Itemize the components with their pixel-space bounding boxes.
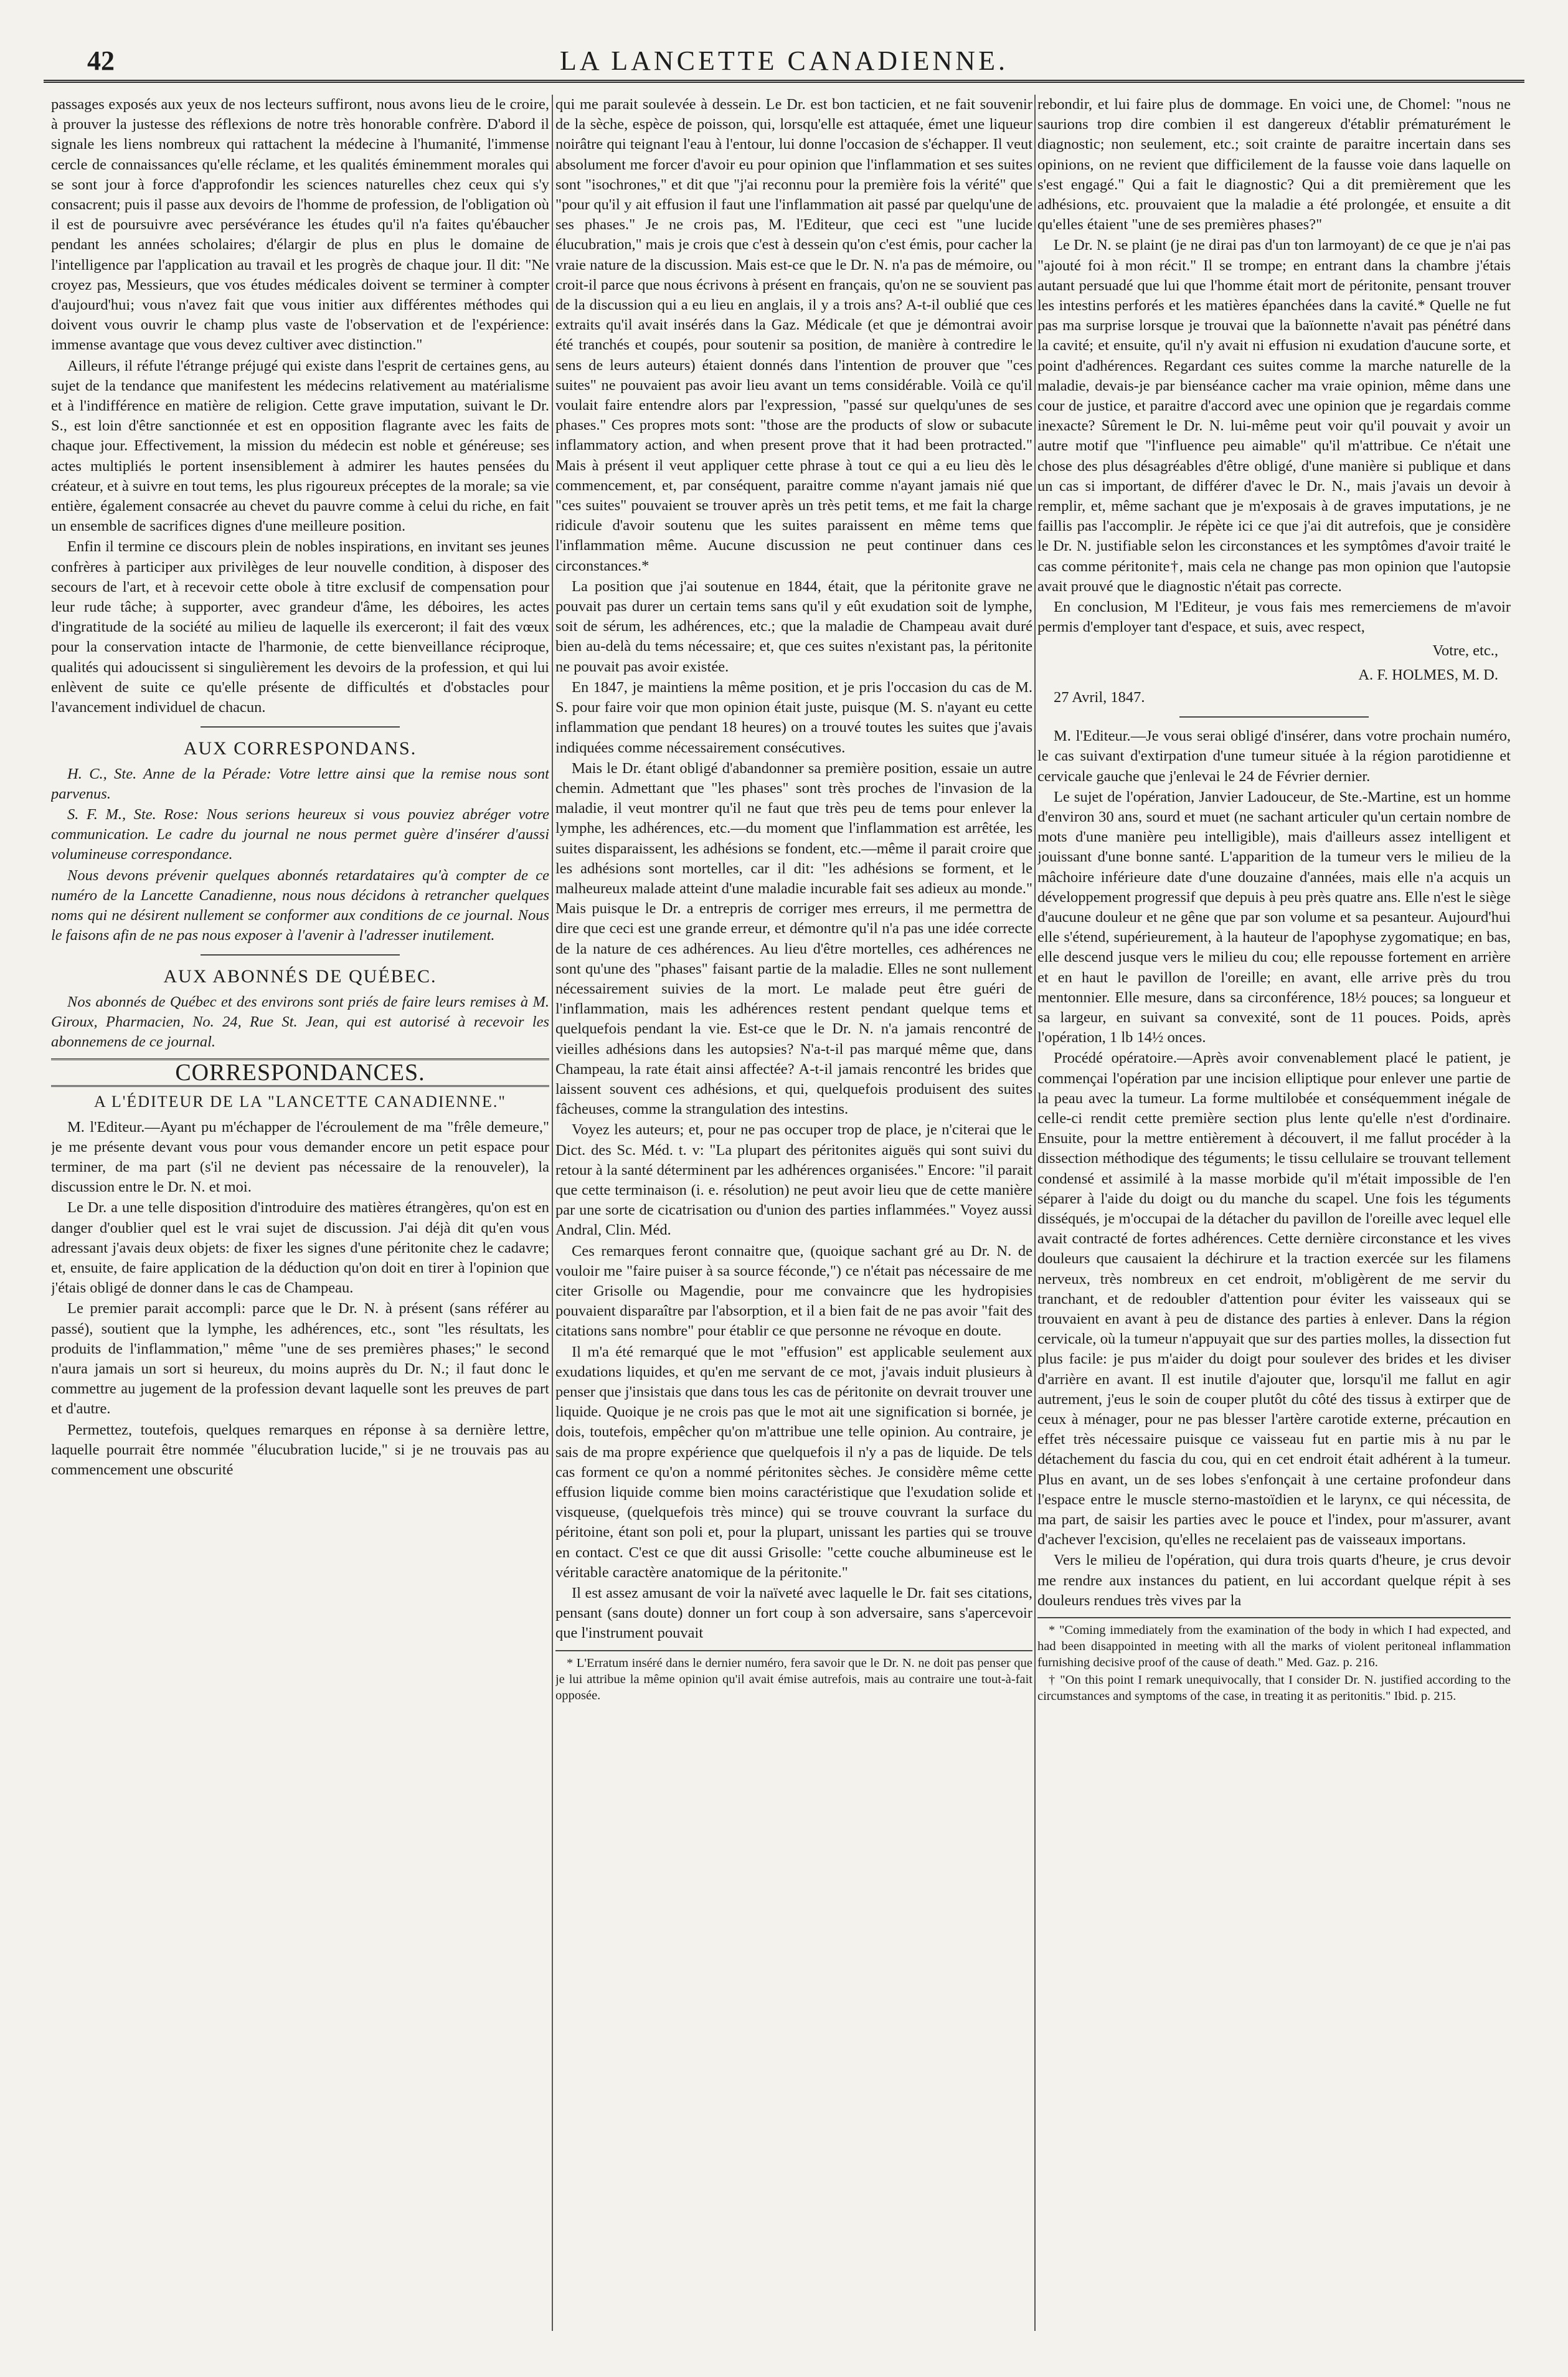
paragraph: Le premier parait accompli: parce que le Dr. N. à présent (sans référer au passé), soutient que la lymphe, les adhérences, etc., sont "les résultats, les produits de l'inflammation," même "une de ses premières phases;" le second n'aura jamais un sort si heureux, du moins auprès du Dr. N.; il faut donc le commettre au jugement de la profession devant laquelle sont les preuves de part et d'autre.	[51, 1300, 549, 1418]
page-number: 42	[87, 45, 115, 76]
paragraph: Vers le milieu de l'opération, qui dura trois quarts d'heure, je crus devoir me rendre aux instances du patient, en lui accordant quelque répit à ses douleurs rendues très vives par la	[1037, 1552, 1511, 1609]
paragraph: Mais le Dr. étant obligé d'abandonner sa première position, essaie un autre chemin. Admettant que "les phases" sont très proches de l'invasion de la maladie, il veut montrer qu'il ne faut que très peu de tems pour enlever la lymphe, les adhérences, etc.—du moment que l'inflammation est arrêtée, les suites disparaissent, les adhésions se fondent, etc.—même il parait croire que les adhésions sont mortelles, car il dit: "les adhésions se forment, et le malheureux malade atteint d'une maladie incurable fait ses adieux au monde." Mais puisque le Dr. a entrepris de corriger mes erreurs, il me permettra de dire que ceci est une grande erreur, et démontre qu'il n'a pas une idée correcte de la nature de ces adhérences. Au lieu d'être mortelles, ces adhérences ne sont qu'une des "phases" faisant partie de la maladie. Elles ne sont nullement nécessairement suivies de la mort. Le malade peut être guéri de l'inflammation, mais les adhérences restent pendant quelque tems et quelquefois pendant la vie. Est-ce que le Dr. N. n'a jamais rencontré de vieilles adhésions dans les autopsies? N'a-t-il pas marqué même que, dans Champeau, la rate était ainsi affectée? A-t-il jamais rencontré les brides que laissent souvent ces adhésions, et qui, quelquefois produisent des suites fâcheuses, comme la strangulation des intestins.	[555, 759, 1032, 1118]
paragraph: Il est assez amusant de voir la naïveté avec laquelle le Dr. fait ses citations, pensant (sans doute) donner un fort coup à son adversaire, sans s'apercevoir que l'instrument pouvait	[555, 1585, 1032, 1642]
column-middle	[555, 95, 1032, 2331]
footnotes	[1037, 1617, 1511, 1704]
paragraph: Voyez les auteurs; et, pour ne pas occuper trop de place, je n'citerai que le Dict. des Sc. Méd. t. v: "La plupart des péritonites aiguës qui sont suivi du retour à la santé déterminent par les adhérences organisées." Encore: "il parait que cette terminaison (i. e. résolution) ne peut avoir lieu que de cette manière par une sorte de cicatrisation ou d'union des parties inflammées." Voyez aussi Andral, Clin. Méd.	[555, 1121, 1032, 1239]
footnote-text: * L'Erratum inséré dans le dernier numéro, fera savoir que le Dr. N. ne doit pas penser que je lui attribue la même opinion qu'il avait émise autrefois, mais au contraire une tout-à-fait opposée.	[555, 1656, 1032, 1702]
separator	[1179, 716, 1369, 718]
paragraph: En 1847, je maintiens la même position, et je pris l'occasion du cas de M. S. pour faire voir que mon opinion était juste, puisque (M. S. n'ayant eu cette inflammation que pendant 18 heures) on a trouvé toutes les suites que j'avais indiquées comme nécessairement consécutives.	[555, 678, 1032, 756]
paragraph: Le Dr. N. se plaint (je ne dirai pas d'un ton larmoyant) de ce que je n'ai pas "ajouté foi à mon récit." Il se trompe; en entrant dans la chambre j'étais autant persuadé que lui que l'homme était mort de péritonite, pensant trouver les intestins perforés et les matières épanchées dans la cavité.* Quelle ne fut pas ma surprise lorsque je trouvai que la baïonnette n'avait pas pénétré dans la cavité; et ensuite, qu'il n'y avait ni effusion ni exudation d'aucune sorte, et point d'adhérences. Regardant ces suites comme la marche naturelle de la maladie, devais-je par bienséance cacher ma vraie opinion, même dans une cour de justice, et paraitre d'accord avec une opinion que je regardais comme inexacte? Sûrement le Dr. N. lui-même peut voir qu'il pouvait y avoir un autre motif que "l'influence peu aimable" qu'il m'attribue. Ce n'était une chose des plus désagréables d'être obligé, d'une manière si publique et dans un cas si important, de différer d'avec le Dr. N., mais j'avais un devoir à remplir, et, même sachant que je m'exposais à de graves imputations, je ne faillis pas l'accomplir. Je répète ici ce que j'ai dit autrefois, que je considère le Dr. N. justifiable selon les circonstances et les symptômes d'avoir traité le cas comme péritonite†, mais cela ne change pas mon opinion que l'autopsie avait prouvé que le diagnostic n'était pas correcte.	[1037, 237, 1511, 595]
correspondants-heading: AUX CORRESPONDANS.	[183, 738, 417, 759]
paragraph: En conclusion, M l'Editeur, je vous fais mes remerciemens de m'avoir permis d'employer tant d'espace, et suis, avec respect,	[1037, 599, 1511, 636]
closing: Votre, etc.,	[1432, 642, 1498, 660]
paragraph: passages exposés aux yeux de nos lecteurs suffiront, nous avons lieu de le croire, à prouver la justesse des réflexions de notre très honorable confrère. D'abord il signale les liens nombreux qui rattachent la médecine à l'humanité, l'immense cercle de connaissances qu'elle réclame, et les qualités éminemment morales qui se sont jour à force d'approfondir les sciences naturelles chez ceux qui s'y consacrent; puis il passe aux devoirs de l'homme de profession, de l'obligation où il est de poursuivre avec persévérance les études qu'il n'a faites qu'ébaucher pendant les années scholaires; d'élargir de plus en plus le domaine de l'intelligence par l'application au travail et les progrès de chaque jour. Il dit: "Ne croyez pas, Messieurs, que vos études médicales doivent se terminer à compter d'aujourd'hui; vous n'avez fait que vous initier aux différentes méthodes qui doivent vous ouvrir le champ plus vaste de l'observation et de l'expérience: immense avantage que vous devez cultiver avec distinction."	[51, 96, 549, 354]
signature: A. F. HOLMES, M. D.	[1358, 666, 1498, 683]
column-rule	[1034, 95, 1036, 2331]
paragraph: Ailleurs, il réfute l'étrange préjugé qui existe dans l'esprit de certaines gens, au sujet de la tendance que manifestent les médecins relativement au matérialisme et à l'indifférence en matière de religion. Cette grave imputation, suivant le Dr. S., est loin d'être sanctionnée et est en opposition flagrante avec les faits de chaque jour. Effectivement, la mission du médecin est noble et généreuse; ses actes multipliés le portent insensiblement à admirer les hautes pensées du créateur, et à suivre en tout tems, les plus rigoureux préceptes de la morale; sa vie entière, également consacrée au chevet du pauvre comme à celui du riche, en fait un ensemble de sacrifices dignes d'une meilleure position.	[51, 357, 549, 535]
correspondances-heading: CORRESPONDANCES.	[51, 1058, 549, 1087]
masthead: LA LANCETTE CANADIENNE.	[560, 45, 1008, 76]
paragraph: Le Dr. a une telle disposition d'introduire des matières étrangères, qu'on est en danger d'oublier quel est le vrai sujet de discussion. J'ai déjà dit qu'en vous adressant j'avais deux objets: de fixer les signes d'une péritonite chez le cadavre; et, ensuite, de faire application de la déduction qu'on doit en tirer à l'opinion que j'étais obligé de donner dans le cas de Champeau.	[51, 1199, 549, 1297]
paragraph: La position que j'ai soutenue en 1844, était, que la péritonite grave ne pouvait pas durer un certain tems sans qu'il y eût exudation soit de lymphe, soit de sérum, les adhérences, etc.; que la maladie de Champeau avait duré bien au-delà du tems nécessaire; et, que ces suites n'existant pas, la péritonite ne pouvait pas avoir existée.	[555, 577, 1032, 675]
paragraph: M. l'Editeur.—Je vous serai obligé d'insérer, dans votre prochain numéro, le cas suivant d'extirpation d'une tumeur située à la région parotidienne et cervicale gauche que j'enlevai le 24 de Février dernier.	[1037, 728, 1511, 785]
paragraph: Procédé opératoire.—Après avoir convenablement placé le patient, je commençai l'opération par une incision elliptique pour enlever une partie de la peau avec la tumeur. La forme multilobée et conséquemment inégale de celle-ci rendit cette première section plus lente qu'elle n'est d'ordinaire. Ensuite, pour la mettre entièrement à découvert, il me fallut procéder à la dissection méthodique des téguments; le tissu cellulaire se trouvant tellement condensé et assimilé à la masse morbide qu'il m'était impossible de l'en séparer à l'aide du doigt ou du manche du scapel. Une fois les téguments disséqués, je m'occupai de la détacher du pavillon de l'oreille avec lequel elle avait contracté de fortes adhérences. Cette dernière circonstance et les vives douleurs que causaient la déchirure et la traction exercée sur les filamens nerveux, très nombreux en cet endroit, m'obligèrent de me servir du tranchant, et de redoubler d'attention pour éviter les vaisseaux qui se trouvaient en avant à peu de distance des parties à enlever. Dans la région cervicale, où la tumeur n'appuyait que sur des parties molles, la dissection fut plus facile: je pus m'aider du doigt pour soulever des brides et les diviser d'arrière en avant. Il est inutile d'ajouter que, lorsqu'il me fallut en agir autrement, j'eus le soin de couper plutôt du côté des tissus à extirper que de ceux à ménager, pour ne pas blesser l'artère carotide externe, précaution en effet très nécessaire puisque ce vaisseau fut en partie mis à nu par le détachement du fascia du cou, qui en cet endroit était adhérent à la tumeur. Plus en avant, un de ses lobes s'enfonçait à une certaine profondeur dans l'espace entre le muscle sterno-mastoïdien et le larynx, ce qui nécessita, de ma part, de saisir les parties avec le pouce et l'index, pour m'assurer, avant d'achever l'excision, qu'elles ne recelaient pas de vaisseaux importans.	[1037, 1050, 1511, 1549]
paragraph: M. l'Editeur.—Ayant pu m'échapper de l'écroulement de ma "frêle demeure," je me présente devant vous pour vous demander encore un petit espace pour terminer, de ma part (s'il ne devient pas nécessaire de la renouveler), la discussion entre le Dr. N. et moi.	[51, 1118, 549, 1196]
footnote-text: † "On this point I remark unequivocally, that I consider Dr. N. justified according to the circumstances and symptoms of the case, in treating it as peritonitis." Ibid. p. 215.	[1037, 1673, 1511, 1704]
notice: Nous devons prévenir quelques abonnés retardataires qu'à compter de ce numéro de la Lancette Canadienne, nous nous décidons à retrancher quelques noms qui ne désirent nullement se conformer aux conditions de ce journal. Nous le faisons afin de ne pas nous exposer à l'avenir à l'adresser inutilement.	[51, 866, 549, 944]
paragraph: Le sujet de l'opération, Janvier Ladouceur, de Ste.-Martine, est un homme d'environ 30 ans, sourd et muet (ne sachant articuler qu'un certain nombre de mots d'une manière peu intelligible), mais d'ailleurs assez intelligent et jouissant d'une bonne santé. L'apparition de la tumeur vers le milieu de la mâchoire inférieure date d'une douzaine d'années, mais elle n'a acquis un développement progressif que depuis à peu près quatre ans. Elle n'est le siège d'aucune douleur et ne gêne que par son volume et sa pesanteur. Aujourd'hui elle s'étend, supérieurement, à la hauteur de l'apophyse zygomatique; en bas, elle descend jusque vers le milieu du cou; elle repousse fortement en arrière et en haut le pavillon de l'oreille; en avant, elle arrive près du trou mentonnier. Elle mesure, dans sa circonférence, 18½ pouces; sa longueur et sa largeur, en suivant sa convexité, sont de 11 pouces. Poids, après l'opération, 1 lb 14½ onces.	[1037, 788, 1511, 1046]
notice: Nos abonnés de Québec et des environs sont priés de faire leurs remises à M. Giroux, Pharmacien, No. 24, Rue St. Jean, qui est autorisé à recevoir les abonnemens de ce journal.	[51, 993, 549, 1050]
letter-address: A L'ÉDITEUR DE LA "LANCETTE CANADIENNE."	[94, 1093, 506, 1111]
paragraph: qui me parait soulevée à dessein. Le Dr. est bon tacticien, et ne fait souvenir de la sèche, espèce de poisson, qui, lorsqu'elle est attaquée, émet une liqueur noirâtre qui teignant l'eau à l'entour, lui donne l'occasion de s'échapper. Il veut absolument me forcer d'avoir eu pour opinion que l'inflammation et ses suites sont "isochrones," et dit que "j'ai reconnu pour la première fois la vérité" que "pour qu'il y ait effusion il faut une l'inflammation ait passé par quelqu'une de ses phases." Je ne crois pas, M. l'Editeur, que ceci est "une lucide élucubration," mais je crois que c'est à dessein qu'on c'est émis, pour cacher la vraie nature de la discussion. Mais est-ce que le Dr. N. n'a pas de mémoire, ou croit-il parce que nous écrivons à présent en français, qu'on ne se souvient pas de la discussion qui a eu lieu en anglais, il y a trois ans? A-t-il oublié que ces extraits qu'il avait insérés dans la Gaz. Médicale (et que je démontrai avoir été tranchés et coupés, pour soutenir sa position, de manière à contredire le sens de leurs auteurs) étaient donnés dans l'intention de prouver que "ces suites" ne pouvaient pas avoir lieu avant un tems considérable. Voilà ce qu'il voulait faire entendre alors par l'expression, "passé sur quelqu'unes de ses phases." Ces propres mots sont: "those are the products of slow or subacute inflammatory action, and when present prove that it had been protracted." Mais à présent il veut appliquer cette phrase à tout ce qui a eu lieu dès le commencement, et, par conséquent, paraitre comme n'ayant jamais nié que "ces suites" pouvaient se trouver après un très petit tems, et me fait la charge ridicule d'avoir soutenu que les suites paraissent en même tems que l'inflammation même. Aucune discussion ne peut continuer dans ces circonstances.*	[555, 96, 1032, 574]
notice: H. C., Ste. Anne de la Pérade: Votre lettre ainsi que la remise nous sont parvenus.	[51, 765, 549, 802]
letter-date: 27 Avril, 1847.	[1054, 688, 1145, 706]
page-header	[44, 42, 1524, 83]
separator	[201, 726, 400, 728]
paragraph: Ces remarques feront connaitre que, (quoique sachant gré au Dr. N. de vouloir me "faire puiser à sa source féconde,") ce n'était pas nécessaire de me citer Grisolle ou Magendie, pour me convaincre que les hydropisies pouvaient disparaître par l'absorption, et il a bien fait de ne pas avoir "fait des citations sans nombre" pour établir ce que personne ne révoque en doute.	[555, 1242, 1032, 1340]
paragraph: rebondir, et lui faire plus de dommage. En voici une, de Chomel: "nous ne saurions trop dire combien il est dangereux d'établir prématurément le diagnostic; non seulement, etc.; soit crainte de paraitre incertain dans ses opinions, on ne revient que difficilement de la fausse voie dans laquelle on s'est engagé." Qui a fait le diagnostic? Qui a dit premièrement que les adhésions, etc. prouvaient que la maladie a été prolongée, et ensuite a dit qu'elles étaient "une de ses premières phases?"	[1037, 96, 1511, 234]
paragraph: Permettez, toutefois, quelques remarques en réponse à sa dernière lettre, laquelle pourrait être nommée "élucubration lucide," si je ne trouvais pas au commencement une obscurité	[51, 1421, 549, 1478]
abonnes-heading: AUX ABONNÉS DE QUÉBEC.	[163, 966, 437, 987]
paragraph: Enfin il termine ce discours plein de nobles inspirations, en invitant ses jeunes confrères à participer aux privilèges de leur nouvelle condition, à disposer des secours de l'art, et à recevoir cette obole à titre exclusif de compensation pour leur rude tâche; à supporter, avec grandeur d'âme, les déboires, les actes d'ingratitude de la société au milieu de laquelle ils exerceront; il fait des vœux pour la conservation intacte de l'harmonie, de cette bienveillance réciproque, qualités qui adoucissent si singulièrement les devoirs de la profession, et qui lui enlèvent de suite ce qu'elle présente de difficultés et d'obstacles pour l'avancement individuel de chacun.	[51, 538, 549, 716]
column-rule	[552, 95, 553, 2331]
column-left	[51, 95, 549, 2331]
notice: S. F. M., Ste. Rose: Nous serions heureux si vous pouviez abréger votre communication. Le cadre du journal ne nous permet guère d'insérer d'aussi volumineuse correspondance.	[51, 805, 549, 863]
footnote	[555, 1650, 1032, 1704]
paragraph: Il m'a été remarqué que le mot "effusion" est applicable seulement aux exudations liquides, et qu'en me servant de ce mot, j'avais induit plusieurs à penser que j'insistais que dans tous les cas de péritonite on devrait trouver une liquide. Quoique je ne crois pas que le mot ait une signification si bornée, je dois, toutefois, empêcher qu'on m'attribue une telle opinion. Au contraire, je sais de ma propre expérience que quelquefois il n'y a pas de liquide. De tels cas forment ce qu'on a nommé péritonites sèches. Je considère même cette effusion liquide comme bien moins caractéristique que l'exudation solide et visqueuse, (quelquefois très mince) qui se trouve couvrant la surface du péritoine, étant son poli et, pour la plupart, unissant les parties qui se trouve en contact. C'est ce que dit aussi Grisolle: "cette couche albumineuse est le véritable caractère anatomique de la péritonite."	[555, 1343, 1032, 1581]
column-right	[1037, 95, 1511, 2331]
separator	[201, 954, 400, 956]
footnote-text: * "Coming immediately from the examination of the body in which I had expected, and had been disappointed in meeting with all the marks of violent peritoneal inflammation furnishing decisive proof of the cause of death." Med. Gaz. p. 216.	[1037, 1623, 1511, 1670]
